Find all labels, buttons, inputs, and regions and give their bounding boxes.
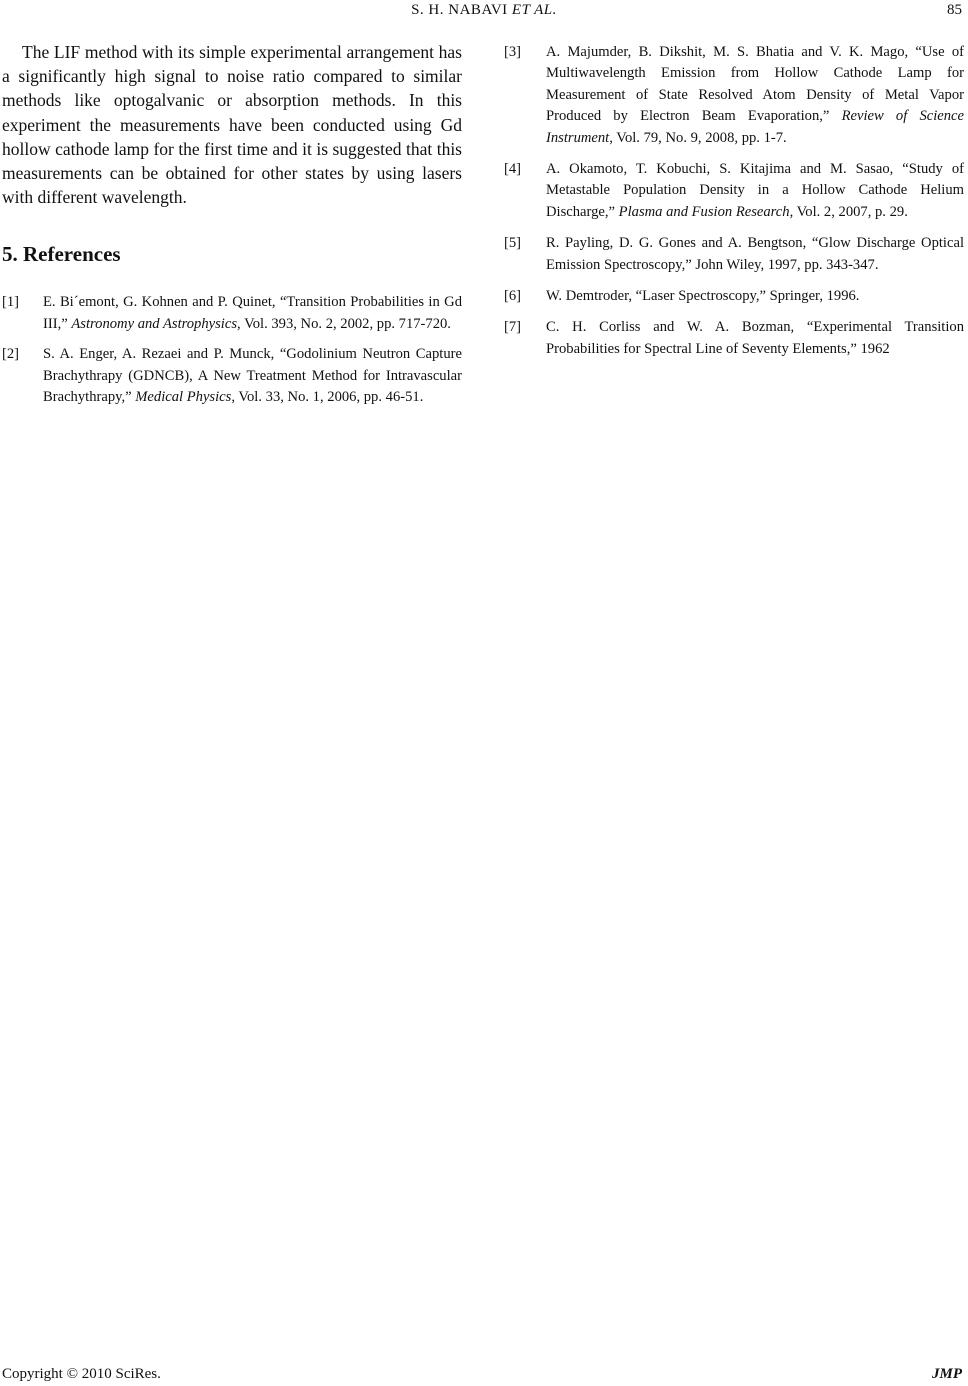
reference-text: C. H. Corliss and W. A. Bozman, “Experimental Transition Probabilities for Spectral Line of Seventy Elements,” 1962: [546, 319, 964, 357]
reference-text: S. A. Enger, A. Rezaei and P. Munck, “Godolinium Neutron Capture Brachythrapy (GDNCB), A New Treatment Method for Intravascular Brachythrapy,”: [43, 346, 462, 406]
reference-text: A. Okamoto, T. Kobuchi, S. Kitajima and M. Sasao, “Study of Metastable Population Density in a Hollow Cathode Helium Discharge,”: [546, 161, 964, 220]
running-header: [0, 0, 968, 24]
reference-journal: Astronomy and Astrophysics: [71, 315, 238, 332]
header-authors-etal: ET AL.: [511, 2, 557, 18]
reference-item: [504, 317, 964, 360]
reference-details: , Vol. 2, 2007, p. 29.: [789, 203, 908, 220]
reference-item: [2, 292, 462, 335]
reference-journal: Medical Physics: [135, 389, 232, 406]
reference-number: [3]: [504, 44, 522, 60]
reference-item: [504, 42, 964, 149]
left-column: [2, 40, 462, 417]
reference-text: E. Bi´emont, G. Kohnen and P. Quinet, “Transition Probabilities in Gd III,”: [43, 294, 462, 332]
reference-details: , Vol. 393, No. 2, 2002, pp. 717-720.: [237, 315, 451, 332]
reference-number: [5]: [504, 235, 522, 252]
reference-number: [7]: [504, 319, 522, 336]
header-authors-main: S. H. NABAVI: [411, 2, 508, 18]
reference-number: [1]: [2, 294, 20, 311]
reference-item: [504, 286, 964, 307]
reference-item: [504, 159, 964, 223]
reference-number: [2]: [2, 346, 20, 363]
reference-journal: Review of Science Instrument: [546, 108, 964, 146]
reference-item: [504, 233, 964, 276]
reference-text: A. Majumder, B. Dikshit, M. S. Bhatia and V. K. Mago, “Use of Multiwavelength Emission from Hollow Cathode Lamp for Measurement of State Resolved Atom Density of Metal Vapor Produced by Electron Beam Evaporation,”: [546, 44, 964, 125]
right-column: [504, 42, 964, 370]
reference-text: W. Demtroder, “Laser Spectroscopy,” Springer, 1996.: [546, 288, 860, 305]
body-paragraph: The LIF method with its simple experimental arrangement has a significantly high signal to noise ratio compared to similar methods like optogalvanic or absorption methods. In this experiment the measurements have been conducted using Gd hollow cathode lamp for the first time and it is suggested that this measurements can be obtained for other states by using lasers with different wavelength.: [2, 42, 462, 208]
reference-details: , Vol. 79, No. 9, 2008, pp. 1-7.: [609, 129, 787, 146]
section-title-references: 5. References: [2, 242, 121, 267]
reference-text: R. Payling, D. G. Gones and A. Bengtson, “Glow Discharge Optical Emission Spectroscopy,” John Wiley, 1997, pp. 343-347.: [546, 235, 964, 273]
footer-journal: JMP: [932, 1366, 962, 1382]
footer-copyright: Copyright © 2010 SciRes.: [2, 1366, 161, 1382]
reference-number: [6]: [504, 288, 522, 305]
reference-item: [2, 344, 462, 408]
reference-journal: Plasma and Fusion Research: [618, 203, 790, 220]
reference-number: [4]: [504, 161, 522, 178]
page-number: 85: [947, 2, 962, 18]
reference-details: , Vol. 33, No. 1, 2006, pp. 46-51.: [231, 389, 424, 406]
header-authors: [0, 2, 968, 19]
